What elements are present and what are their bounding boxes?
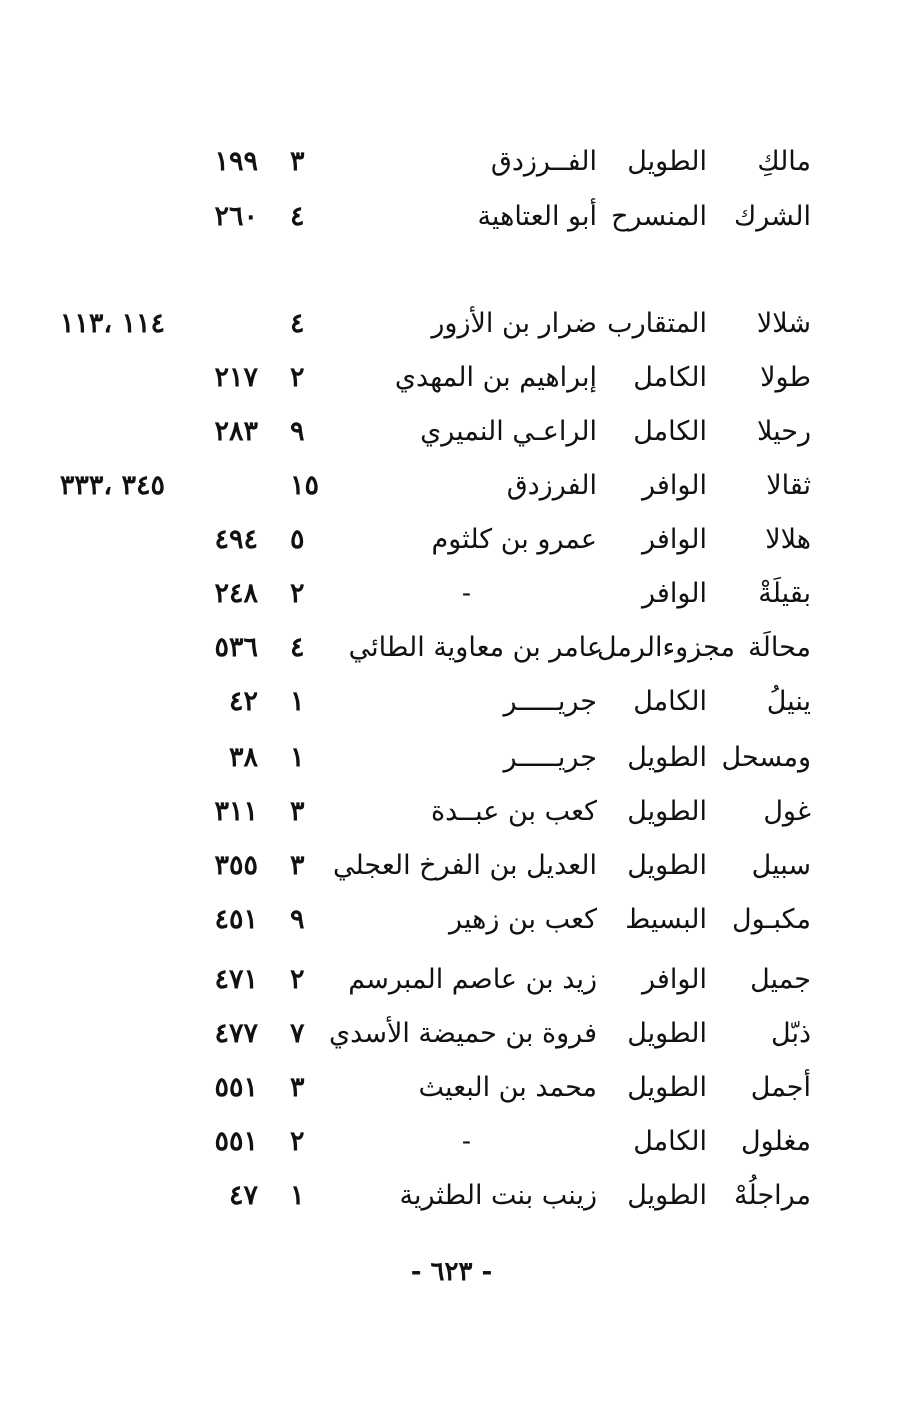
table-row: [0, 197, 903, 237]
meter-name: الوافر: [642, 964, 707, 995]
page-refs: ٤٢: [228, 686, 258, 717]
rhyme-word: ينيلُ: [766, 686, 811, 717]
verse-count: ٥: [290, 524, 305, 555]
rhyme-word: غول: [763, 796, 811, 827]
verse-count: ١: [290, 1180, 305, 1211]
page-refs: ٣٤٥ ،٣٣٣: [59, 470, 165, 501]
table-row: [0, 1014, 903, 1054]
page-refs: ٤٧٧: [214, 1018, 258, 1049]
poet-name: زينب بنت الطثرية: [399, 1180, 597, 1211]
verse-count: ٤: [290, 308, 305, 339]
rhyme-word: جميل: [750, 964, 811, 995]
page-refs: ٤٩٤: [214, 524, 258, 555]
meter-name: البسيط: [625, 904, 707, 935]
verse-count: ٧: [290, 1018, 305, 1049]
poet-name: ضرار بن الأزور: [431, 308, 597, 339]
table-row: [0, 466, 903, 506]
verse-count: ٤: [290, 632, 305, 663]
verse-count: ٣: [290, 850, 305, 881]
table-row: [0, 520, 903, 560]
poet-name: الفــرزدق: [490, 146, 597, 177]
poet-name: جريـــــر: [503, 686, 597, 717]
poet-name: محمد بن البعيث: [418, 1072, 597, 1103]
meter-name: الكامل: [633, 686, 707, 717]
meter-name: الطويل: [627, 742, 707, 773]
meter-name: الطويل: [627, 796, 707, 827]
page-refs: ٢١٧: [214, 362, 258, 393]
page-refs: ٥٣٦: [214, 632, 258, 663]
meter-name: الوافر: [642, 470, 707, 501]
table-row: [0, 846, 903, 886]
meter-name: الطويل: [627, 1072, 707, 1103]
rhyme-word: رحيلا: [757, 416, 811, 447]
poet-name: فروة بن حميضة الأسدي: [329, 1018, 597, 1049]
poet-name: كعب بن عبــدة: [430, 796, 597, 827]
verse-count: ٣: [290, 796, 305, 827]
verse-count: ٣: [290, 146, 305, 177]
poet-name: جريـــــر: [503, 742, 597, 773]
table-row: [0, 628, 903, 668]
rhyme-word: مكبـول: [732, 904, 811, 935]
rhyme-word: مالكِ: [757, 146, 811, 177]
page-refs: ٥٥١: [214, 1072, 258, 1103]
rhyme-word: مغلول: [741, 1126, 811, 1157]
poet-name: -: [461, 578, 471, 609]
page-number: - ٦٢٣ -: [410, 1257, 493, 1287]
verse-count: ٩: [290, 416, 305, 447]
rhyme-word: طولا: [760, 362, 811, 393]
verse-count: ٤: [290, 201, 305, 232]
poet-name: زيد بن عاصم المبرسم: [348, 964, 597, 995]
page-refs: ٢٤٨: [214, 578, 258, 609]
poet-name: كعب بن زهير: [449, 904, 597, 935]
page-refs: ٣٥٥: [214, 850, 258, 881]
meter-name: الطويل: [627, 850, 707, 881]
table-row: [0, 1122, 903, 1162]
table-row: [0, 960, 903, 1000]
meter-name: مجزوءالرمل: [596, 632, 735, 663]
verse-count: ١: [290, 686, 305, 717]
meter-name: المتقارب: [607, 308, 707, 339]
page-refs: ٢٨٣: [214, 416, 258, 447]
page-refs: ١٩٩: [214, 146, 258, 177]
verse-count: ٢: [290, 362, 305, 393]
verse-count: ٣: [290, 1072, 305, 1103]
poet-name: الراعـي النميري: [420, 416, 597, 447]
rhyme-word: الشرك: [734, 201, 811, 232]
table-row: [0, 142, 903, 182]
table-row: [0, 574, 903, 614]
verse-count: ١٥: [290, 470, 320, 501]
table-row: [0, 1068, 903, 1108]
table-row: [0, 682, 903, 722]
verse-count: ٢: [290, 578, 305, 609]
table-row: [0, 738, 903, 778]
rhyme-word: بقيلَةْ: [758, 578, 811, 609]
rhyme-word: مراجلُهْ: [734, 1180, 811, 1211]
meter-name: الطويل: [627, 146, 707, 177]
rhyme-word: أجمل: [750, 1072, 811, 1103]
table-row: [0, 304, 903, 344]
page-refs: ٣٨: [228, 742, 258, 773]
meter-name: الوافر: [642, 578, 707, 609]
table-row: [0, 412, 903, 452]
meter-name: الكامل: [633, 416, 707, 447]
poet-name: إبراهيم بن المهدي: [394, 362, 597, 393]
rhyme-word: هلالا: [765, 524, 811, 555]
meter-name: الطويل: [627, 1018, 707, 1049]
page-refs: ٣١١: [214, 796, 258, 827]
table-row: [0, 900, 903, 940]
rhyme-word: محالَة: [748, 632, 811, 663]
rhyme-word: ذبّل: [771, 1018, 811, 1049]
table-row: [0, 1176, 903, 1216]
table-row: [0, 358, 903, 398]
meter-name: الكامل: [633, 1126, 707, 1157]
rhyme-word: شلالا: [756, 308, 811, 339]
poet-name: عامر بن معاوية الطائي: [348, 632, 603, 663]
page-refs: ٥٥١: [214, 1126, 258, 1157]
verse-count: ١: [290, 742, 305, 773]
table-row: [0, 792, 903, 832]
poet-name: -: [461, 1126, 471, 1157]
page-refs: ٤٧١: [214, 964, 258, 995]
poet-name: الفرزدق: [506, 470, 597, 501]
meter-name: الكامل: [633, 362, 707, 393]
meter-name: الطويل: [627, 1180, 707, 1211]
poet-name: العديل بن الفرخ العجلي: [332, 850, 597, 881]
rhyme-word: ومسحل: [721, 742, 811, 773]
rhyme-word: سبيل: [751, 850, 811, 881]
rhyme-word: ثقالا: [766, 470, 811, 501]
verse-count: ٢: [290, 1126, 305, 1157]
page-refs: ٢٦٠: [214, 201, 258, 232]
verse-count: ٩: [290, 904, 305, 935]
page-refs: ٤٥١: [214, 904, 258, 935]
verse-count: ٢: [290, 964, 305, 995]
meter-name: الوافر: [642, 524, 707, 555]
page-refs: ١١٤ ،١١٣: [59, 308, 165, 339]
page-refs: ٤٧: [228, 1180, 258, 1211]
poet-name: أبو العتاهية: [477, 201, 597, 232]
poet-name: عمرو بن كلثوم: [431, 524, 597, 555]
meter-name: المنسرح: [611, 201, 707, 232]
